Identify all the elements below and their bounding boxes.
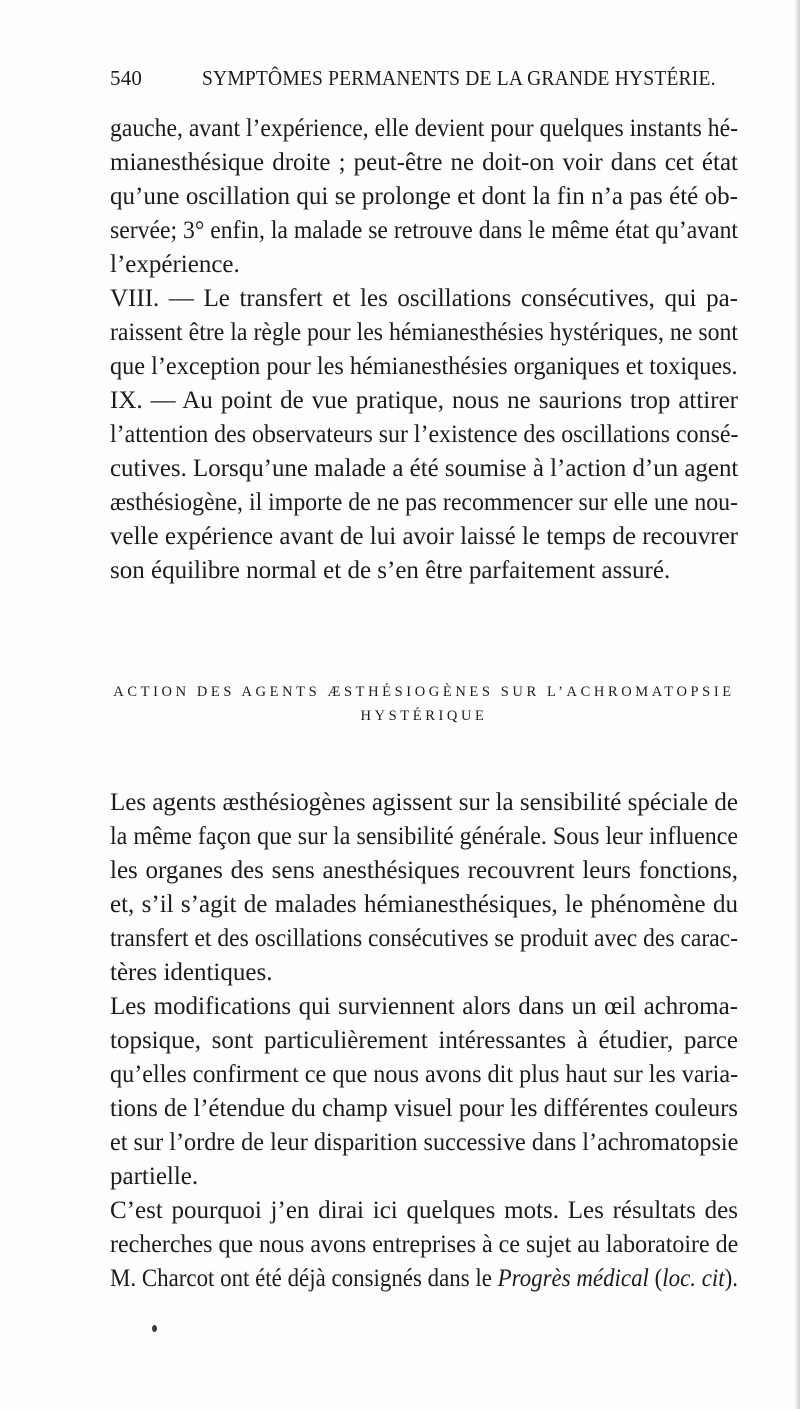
text-line: servée; 3° enfin, la malade se retrouve dans le même état qu’avant [110,217,738,244]
journal-title: Progrès médical [497,1265,649,1292]
running-title: SYMPTÔMES PERMANENTS DE LA GRANDE HYSTÉRIE. [202,66,716,90]
text-line: mianesthésique droite ; peut-être ne doit-on voir dans cet état [110,149,738,176]
paragraph-cest [110,1194,738,1296]
text-line: que l’exception pour les hémianesthésies organiques et toxiques. [110,353,738,380]
text-run: M. Charcot ont été déjà consignés dans le [110,1265,498,1292]
text-line: Les agents æsthésiogènes agissent sur la sensibilité spéciale de [110,789,738,816]
paragraph-agents [110,786,738,990]
text-line: velle expérience avant de lui avoir laissé le temps de recouvrer [110,523,738,550]
text-line: æsthésiogène, il importe de ne pas recommencer sur elle une nou- [110,489,738,516]
section-heading-line: ACTION DES AGENTS ÆSTHÉSIOGÈNES SUR L’ACHROMATOPSIE [113,684,735,700]
text-line: recherches que nous avons entreprises à ce sujet au laboratoire de [110,1231,739,1258]
paragraph-viii [110,282,738,384]
section-heading [110,680,738,728]
ink-speck [152,1325,157,1332]
page-edge-shadow [794,0,800,1409]
text-line: tères identiques. [110,959,273,986]
text-run: ( [648,1265,663,1292]
text-line: et sur l’ordre de leur disparition successive dans l’achromatopsie [110,1129,739,1156]
paragraph-continuation [110,112,738,282]
text-line: transfert et des oscillations consécutives se produit avec des carac- [110,925,738,952]
text-line: partielle. [110,1163,199,1190]
text-run: ). [724,1265,739,1292]
text-line: qu’une oscillation qui se prolonge et dont la fin n’a pas été ob- [110,183,738,210]
text-line: la même façon que sur la sensibilité générale. Sous leur influence [110,823,738,850]
text-line: les organes des sens anesthésiques recouvrent leurs fonctions, [110,857,738,884]
text-line: cutives. Lorsqu’une malade a été soumise à l’action d’un agent [110,455,739,482]
text-line: raissent être la règle pour les hémianesthésies hystériques, ne sont [110,319,738,346]
text-line: VIII. — Le transfert et les oscillations consécutives, qui pa- [110,285,738,312]
text-line: Les modifications qui surviennent alors dans un œil achroma- [110,993,738,1020]
text-line: C’est pourquoi j’en dirai ici quelques mots. Les résultats des [110,1197,738,1224]
text-line: et, s’il s’agit de malades hémianesthésiques, le phénomène du [110,891,738,918]
text-line: IX. — Au point de vue pratique, nous ne saurions trop attirer [110,387,738,414]
text-line: topsique, sont particulièrement intéressantes à étudier, parce [110,1027,738,1054]
running-head [110,66,730,96]
section-heading-line: HYSTÉRIQUE [360,708,488,724]
page-number: 540 [110,66,143,90]
text-line: l’attention des observateurs sur l’existence des oscillations consé- [110,421,739,448]
paragraph-ix [110,384,738,588]
text-line: son équilibre normal et de s’en être parfaitement assuré. [110,557,671,584]
paragraph-modifications [110,990,738,1194]
citation-abbrev: loc. cit [662,1265,725,1292]
text-line: l’expérience. [110,251,240,278]
text-line: tions de l’étendue du champ visuel pour les différentes couleurs [110,1095,738,1122]
text-line: gauche, avant l’expérience, elle devient pour quelques instants hé- [110,115,738,142]
text-line: qu’elles confirment ce que nous avons dit plus haut sur les varia- [110,1061,739,1088]
text-line-final [110,1262,738,1296]
